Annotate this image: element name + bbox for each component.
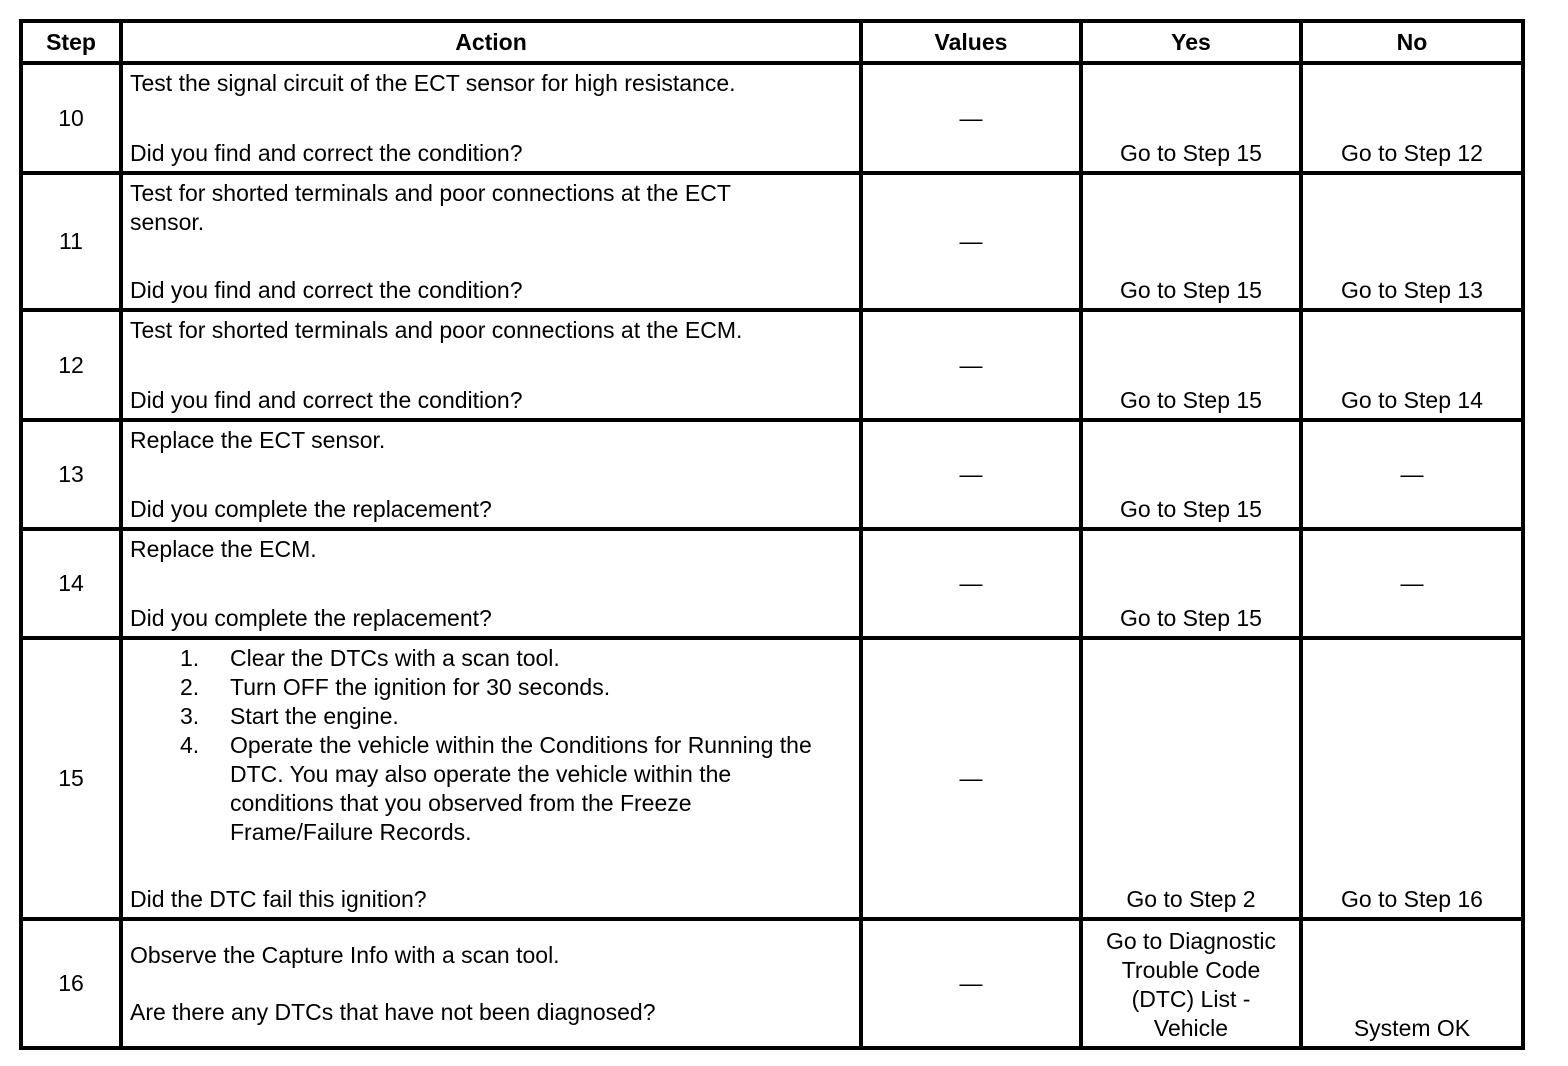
yes-cell: Go to Step 15 <box>1081 173 1301 310</box>
step-number: 10 <box>21 63 121 173</box>
instruction-text: Test for shorted terminals and poor connections at the ECT sensor. <box>130 180 731 235</box>
substep-number: 4. <box>180 732 200 758</box>
substep-text: Start the engine. <box>230 703 399 729</box>
question-text: Did you find and correct the condition? <box>130 140 523 166</box>
action-cell <box>121 310 861 420</box>
substep-number: 1. <box>180 645 200 671</box>
value-cell: — <box>861 173 1081 310</box>
question-text: Did you find and correct the condition? <box>130 387 523 413</box>
value-cell: — <box>861 638 1081 919</box>
no-cell: Go to Step 13 <box>1301 173 1523 310</box>
value-cell: — <box>861 63 1081 173</box>
instruction-text: Replace the ECT sensor. <box>130 427 386 453</box>
yes-cell: Go to Step 15 <box>1081 420 1301 529</box>
instruction-text: Test the signal circuit of the ECT sensor for high resistance. <box>130 70 736 96</box>
list-item <box>180 731 853 847</box>
header-no: No <box>1301 21 1523 63</box>
no-cell: — <box>1301 420 1523 529</box>
list-item <box>180 702 853 731</box>
instruction-text: Replace the ECM. <box>130 536 317 562</box>
table-row <box>21 420 1523 529</box>
table-row <box>21 63 1523 173</box>
list-item <box>180 673 853 702</box>
no-cell: Go to Step 16 <box>1301 638 1523 919</box>
list-item <box>180 644 853 673</box>
action-cell <box>121 420 861 529</box>
question-text: Did you complete the replacement? <box>130 496 492 522</box>
header-yes: Yes <box>1081 21 1301 63</box>
value-cell: — <box>861 529 1081 638</box>
question-text: Did you complete the replacement? <box>130 605 492 631</box>
action-cell <box>121 919 861 1048</box>
step-number: 16 <box>21 919 121 1048</box>
header-row <box>21 21 1523 63</box>
value-cell: — <box>861 310 1081 420</box>
instruction-text: Test for shorted terminals and poor connections at the ECM. <box>130 317 743 343</box>
header-values: Values <box>861 21 1081 63</box>
table-row <box>21 310 1523 420</box>
table-row <box>21 919 1523 1048</box>
yes-cell: Go to Step 15 <box>1081 529 1301 638</box>
substep-number: 3. <box>180 703 200 729</box>
table-row <box>21 529 1523 638</box>
yes-cell: Go to Diagnostic Trouble Code (DTC) List - Vehicle <box>1081 919 1301 1048</box>
question-text: Did you find and correct the condition? <box>130 277 523 303</box>
substep-text: Operate the vehicle within the Conditions for Running the DTC. You may also operate the vehicle within the conditions that you observed from the Freeze Frame/Failure Records. <box>230 732 812 845</box>
no-cell: Go to Step 14 <box>1301 310 1523 420</box>
no-cell: Go to Step 12 <box>1301 63 1523 173</box>
instruction-text: Observe the Capture Info with a scan tool. <box>130 942 560 968</box>
value-cell: — <box>861 919 1081 1048</box>
table-row <box>21 173 1523 310</box>
no-cell: System OK <box>1301 919 1523 1048</box>
yes-cell: Go to Step 15 <box>1081 310 1301 420</box>
question-text: Did the DTC fail this ignition? <box>130 886 427 912</box>
step-number: 15 <box>21 638 121 919</box>
value-cell: — <box>861 420 1081 529</box>
yes-cell: Go to Step 15 <box>1081 63 1301 173</box>
action-cell <box>121 63 861 173</box>
substep-list <box>130 644 853 847</box>
diagnostic-table <box>19 19 1525 1050</box>
action-cell <box>121 529 861 638</box>
substep-number: 2. <box>180 674 200 700</box>
substep-text: Clear the DTCs with a scan tool. <box>230 645 560 671</box>
no-cell: — <box>1301 529 1523 638</box>
header-action: Action <box>121 21 861 63</box>
step-number: 13 <box>21 420 121 529</box>
yes-cell: Go to Step 2 <box>1081 638 1301 919</box>
question-text: Are there any DTCs that have not been diagnosed? <box>130 999 656 1025</box>
substep-text: Turn OFF the ignition for 30 seconds. <box>230 674 611 700</box>
action-cell <box>121 173 861 310</box>
step-number: 14 <box>21 529 121 638</box>
header-step: Step <box>21 21 121 63</box>
table-row <box>21 638 1523 919</box>
step-number: 11 <box>21 173 121 310</box>
step-number: 12 <box>21 310 121 420</box>
action-cell <box>121 638 861 919</box>
